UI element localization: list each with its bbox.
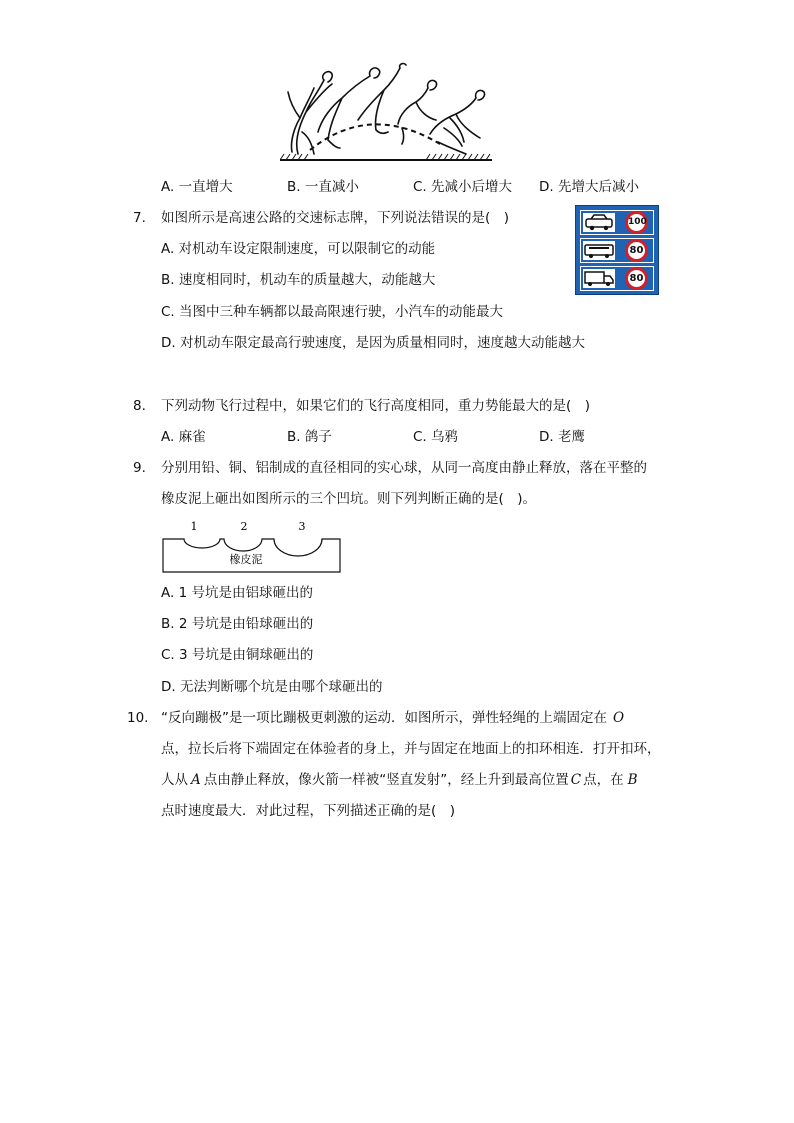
q8-option-c[interactable]: C. 乌鸦: [413, 429, 459, 445]
plasticine-label: 橡皮泥: [229, 553, 263, 566]
crater-label-1: 1: [190, 520, 198, 533]
q9-option-c[interactable]: C. 3 号坑是由铜球砸出的: [161, 647, 314, 663]
q8-number: 8.: [133, 398, 146, 414]
q10-line-1: “反向蹦极”是一项比蹦极更刺激的运动．如图所示，弹性轻绳的上端固定在 O: [161, 710, 625, 726]
q9-option-a[interactable]: A. 1 号坑是由铝球砸出的: [161, 585, 313, 601]
speed-limit-circle-1: 100: [625, 211, 648, 234]
q9-number: 9.: [133, 460, 146, 476]
q9-stem-line-1: 分别用铅、铜、铝制成的直径相同的实心球，从同一高度由静止释放，落在平整的: [161, 460, 647, 476]
long-jump-figure: [280, 62, 492, 164]
q7-number: 7.: [133, 210, 146, 226]
q6-option-c[interactable]: C. 先减小后增大: [413, 179, 513, 195]
point-o-label: O: [613, 710, 625, 726]
truck-icon: [583, 269, 615, 288]
speed-limit-circle-2: 80: [625, 239, 648, 262]
q8-option-a[interactable]: A. 麻雀: [161, 429, 206, 445]
q10-line-3: 人从 A 点由静止释放，像火箭一样被“竖直发射”，经上升到最高位置 C 点，在 B: [161, 772, 638, 788]
q10-number: 10.: [127, 710, 149, 726]
car-icon: [583, 213, 615, 232]
q7-stem: 如图所示是高速公路的交速标志牌，下列说法错误的是( ): [161, 210, 510, 226]
q10-line-2: 点，拉长后将下端固定在体验者的身上，并与固定在地面上的扣环相连．打开扣环，: [161, 741, 661, 757]
q8-option-b[interactable]: B. 鸽子: [287, 429, 332, 445]
point-b-label: B: [627, 772, 638, 788]
q9-option-b[interactable]: B. 2 号坑是由铅球砸出的: [161, 616, 314, 632]
q7-option-a[interactable]: A. 对机动车设定限制速度，可以限制它的动能: [161, 241, 436, 257]
bus-icon: [583, 241, 615, 260]
crater-label-2: 2: [240, 520, 248, 533]
speed-limit-sign: [575, 205, 659, 295]
q7-option-d[interactable]: D. 对机动车限定最高行驶速度，是因为质量相同时，速度越大动能越大: [161, 335, 585, 351]
q6-option-b[interactable]: B. 一直减小: [287, 179, 359, 195]
q6-option-a[interactable]: A. 一直增大: [161, 179, 233, 195]
q7-option-c[interactable]: C. 当图中三种车辆都以最高限速行驶，小汽车的动能最大: [161, 304, 504, 320]
point-a-label: A: [191, 772, 201, 788]
q6-option-d[interactable]: D. 先增大后减小: [539, 179, 639, 195]
q7-option-b[interactable]: B. 速度相同时，机动车的质量越大，动能越大: [161, 272, 436, 288]
q9-stem-line-2: 橡皮泥上砸出如图所示的三个凹坑。则下列判断正确的是( )。: [161, 491, 537, 507]
q10-line-4: 点时速度最大．对此过程，下列描述正确的是( ): [161, 803, 456, 819]
speed-limit-circle-3: 80: [625, 267, 648, 290]
crater-label-3: 3: [298, 520, 306, 533]
point-c-label: C: [570, 772, 582, 788]
q8-option-d[interactable]: D. 老鹰: [539, 429, 585, 445]
plasticine-craters-figure: [160, 517, 344, 575]
q9-option-d[interactable]: D. 无法判断哪个坑是由哪个球砸出的: [161, 679, 383, 695]
q8-stem: 下列动物飞行过程中，如果它们的飞行高度相同，重力势能最大的是( ): [161, 398, 591, 414]
